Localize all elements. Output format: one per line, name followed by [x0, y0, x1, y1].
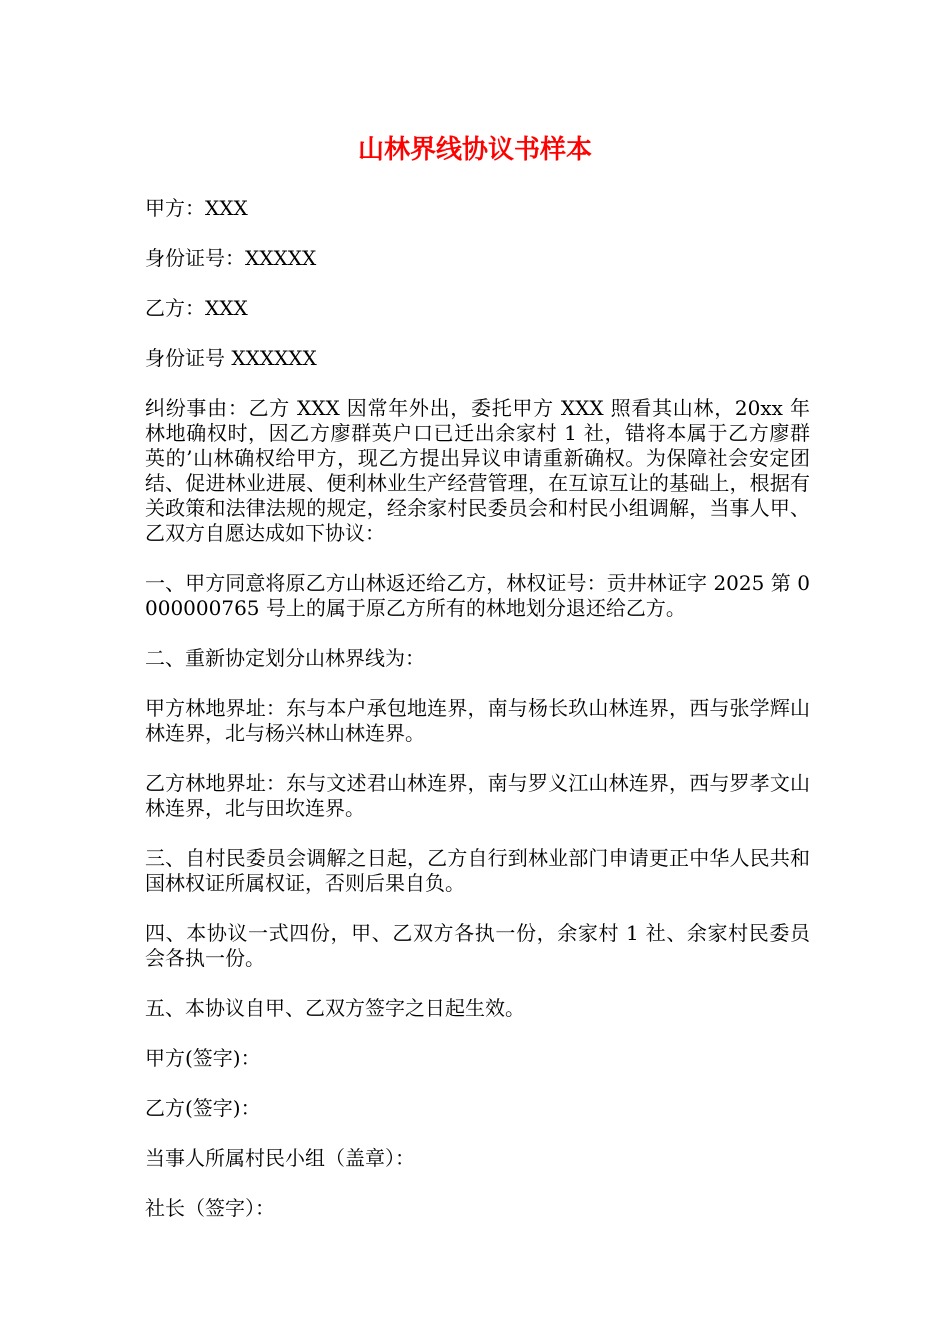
party-a-boundary: 甲方林地界址：东与本户承包地连界，南与杨长玖山林连界，西与张学辉山林连界，北与杨兴林山林连界。 — [145, 696, 810, 745]
party-b-id-line: 身份证号 XXXXXX — [145, 346, 317, 370]
village-group-seal-line: 当事人所属村民小组（盖章）： — [145, 1146, 415, 1170]
document-body — [145, 196, 810, 1246]
clause-two: 二、重新协定划分山林界线为： — [145, 646, 425, 670]
dispute-reason-paragraph: 纠纷事由：乙方 XXX 因常年外出，委托甲方 XXX 照看其山林，20xx 年林地确权时，因乙方廖群英户口已迁出余家村 1 社，错将本属于乙方廖群英的’山林确权给甲方，现乙方提出异议申请重新确权。为保障社会安定团结、促进林业进展、便利林业生产经营管理，在互谅互让的基础上，根据有关政策和法律法规的规定，经余家村民委员会和村民小组调解，当事人甲、乙双方自愿达成如下协议： — [145, 396, 810, 545]
document-title: 山林界线协议书样本 — [357, 135, 592, 165]
clause-five: 五、本协议自甲、乙双方签字之日起生效。 — [145, 996, 525, 1020]
party-a-id-line: 身份证号：XXXXX — [145, 246, 317, 270]
party-a-line: 甲方：XXX — [145, 196, 248, 220]
party-b-line: 乙方：XXX — [145, 296, 248, 320]
clause-one: 一、甲方同意将原乙方山林返还给乙方，林权证号：贡井林证字 2025 第 0000000765 号上的属于原乙方所有的林地划分退还给乙方。 — [145, 571, 810, 620]
clause-three: 三、自村民委员会调解之日起，乙方自行到林业部门申请更正中华人民共和国林权证所属权证，否则后果自负。 — [145, 846, 810, 895]
party-a-signature-line: 甲方(签字)： — [145, 1046, 261, 1070]
party-b-signature-line: 乙方(签字)： — [145, 1096, 261, 1120]
party-b-boundary: 乙方林地界址：东与文述君山林连界，南与罗义江山林连界，西与罗孝文山林连界，北与田坎连界。 — [145, 771, 810, 820]
clause-four: 四、本协议一式四份，甲、乙双方各执一份，余家村 1 社、余家村民委员会各执一份。 — [145, 921, 810, 970]
group-leader-signature-line: 社长（签字）： — [145, 1196, 275, 1220]
